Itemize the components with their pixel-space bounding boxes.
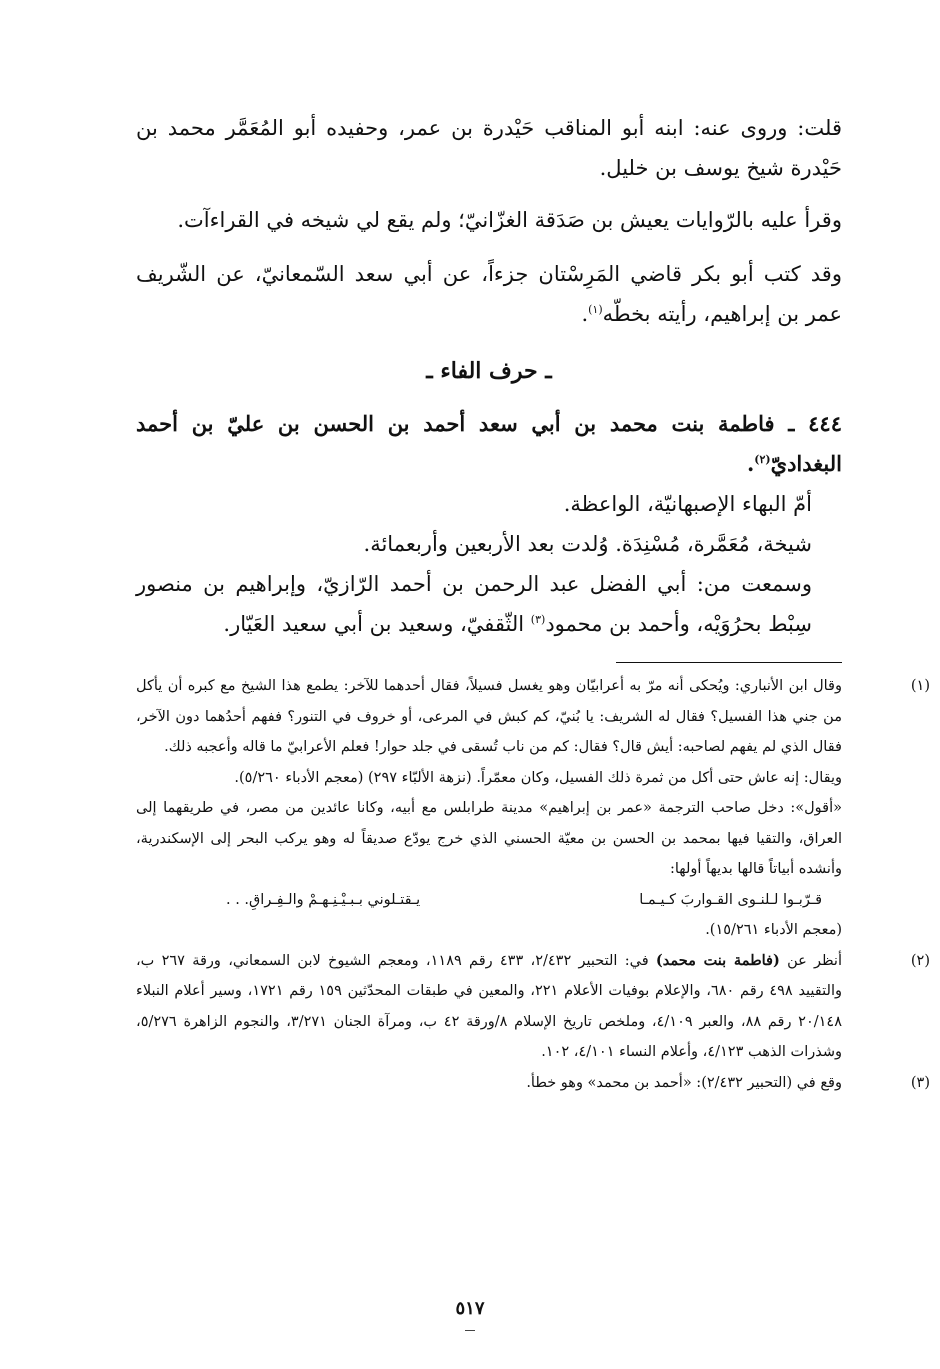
section-heading: ـ حرف الفاء ـ — [426, 358, 552, 384]
footnotes — [136, 671, 930, 1098]
verse-line — [136, 885, 842, 916]
footnote-body — [136, 671, 842, 946]
paragraph-2: وقرأ عليه بالرّوايات يعيش بن صَدَقة الغزّانيّ؛ ولم يقع لي شيخه في القراءآت. — [177, 208, 842, 232]
footnote-2-lead: أنظر عن — [779, 952, 842, 969]
entry-line-3-text: وسمعت من: أبي الفضل عبد الرحمن بن أحمد الرّازيّ، وإبراهيم بن منصور سِبْط بحرُوَيْه، وأحمد بن محمود — [136, 572, 812, 636]
verse-hemistich-1: قـرّبـوا لـلنـوى القـواربَ كـيـمـا — [639, 891, 822, 908]
footnote-2-text — [136, 946, 842, 1068]
footnote-number: (١) — [910, 678, 930, 694]
entry-title-end: . — [746, 451, 755, 476]
footnote-3 — [136, 1068, 930, 1099]
entry-title-text: ٤٤٤ ـ فاطمة بنت محمد بن أبي سعد أحمد بن الحسن بن عليّ بن أحمد البغداديّ — [136, 411, 842, 476]
paragraph-1: قلت: وروى عنه: ابنه أبو المناقب حَيْدرة بن عمر، وحفيده أبو المُعَمَّر محمد بن حَيْدرة شيخ يوسف بن خليل. — [136, 116, 842, 180]
entry-line-3 — [136, 564, 842, 644]
footnote-1-para-4: (معجم الأدباء ١٥/٢٦١). — [705, 922, 842, 938]
footnote-1 — [136, 671, 930, 946]
entry-title — [136, 404, 842, 484]
footnote-1-para-3: «أقول»: دخل صاحب الترجمة «عمر بن إبراهيم» مدينة طرابلس مع أبيه، وكانا عائدين من مصر، في طريقهما إلى العراق، والتقيا فيها بمحمد بن الحسن بن معيّة الحسني الذي خرج يودّع صديقاً له وهو يركب البحر إلى الإسكندرية، وأنشده أبياتاً قالها بديهاً أولها: — [136, 800, 842, 877]
verse-hemistich-2: يـقتـلوني بـبـيْـنِـهـمْ والـفِـراقِ. . . — [226, 891, 421, 908]
main-text — [136, 108, 842, 644]
entry-line-1: أمّ البهاء الإصبهانيّة، الواعظة. — [563, 492, 812, 516]
paragraph-3-text: وقد كتب أبو بكر قاضي المَرِسْتان جزءاً، عن أبي سعد السّمعانيّ، عن الشّريف عمر بن إبراهيم، رأيته بخطّه — [136, 262, 842, 326]
footnote-3-text: وقع في (التحبير ٢/٤٣٢): «أحمد بن محمد» وهو خطأ. — [526, 1074, 842, 1091]
page-number: ٥١٧ — [455, 1298, 485, 1319]
footnote-ref-2[interactable]: (٢) — [754, 453, 771, 466]
footnote-2-sources: في: التحبير ٢/٤٣٢، ٤٣٣ رقم ١١٨٩، ومعجم الشيوخ لابن السمعاني، ورقة ٢٦٧ ب، والتقييد ٤٩٨ رقم ٦٨٠، والإعلام بوفيات الأعلام ٢٢١، والمعين في طبقات المحدّثين ١٥٩ رقم ١٧٢١، وسير أعلام النبلاء ٢٠/١٤٨ رقم ٨٨، والعبر ٤/١٠٩، وملخص تاريخ الإسلام ٨/ورقة ٤٢ ب، ومرآة الجنان ٣/٢٧١، والنجوم الزاهرة ٥/٢٧٦، وشذرات الذهب ٤/١٢٣، وأعلام النساء ٤/١٠١، ١٠٢. — [136, 952, 842, 1060]
footnote-1-para-2: ويقال: إنه عاش حتى أكل من ثمرة ذلك الفسيل، وكان معمّراً. (نزهة الألبّاء ٢٩٧) (معجم الأدباء ٥/٢٦٠). — [234, 769, 842, 786]
footnote-body — [136, 946, 842, 1068]
paragraph-3 — [136, 254, 842, 334]
footnote-1-para-1: وقال ابن الأنباري: ويُحكى أنه مرّ به أعرابيّان وهو يغسل فسيلاً، فقال أحدهما للآخر: يطمع هذا الشيخ مع كبره أن يأكل من جني هذا الفسيل؟ فقال له الشريف: يا بُنيّ، كم كبش في المرعى، أو خروف في التنور؟ ففهم أحدُهما دون الآخر، فقال الذي لم يفهم لصاحبه: أيش قال؟ فقال: كم من ناب تُسقى في جلد حوار! فعلم الأعرابيّ ما قاله وأعجبه ذلك. — [136, 678, 842, 755]
footnote-2 — [136, 946, 930, 1068]
footnote-body — [136, 1068, 842, 1099]
footnote-separator — [616, 662, 842, 663]
footnote-ref-1[interactable]: (١) — [588, 303, 603, 316]
footnote-number: (٢) — [910, 952, 930, 969]
bottom-mark — [465, 1330, 475, 1331]
page-body — [136, 108, 930, 1098]
footnote-number: (٣) — [910, 1074, 930, 1091]
entry-line-2: شيخة، مُعَمَّرة، مُسْنِدَة. وُلدت بعد الأربعين وأربعمائة. — [363, 532, 812, 556]
entry-line-3-end: الثّقفيّ، وسعيد بن أبي سعيد العَيّار. — [223, 612, 531, 636]
footnote-2-subject: (فاطمة بنت محمد) — [655, 951, 780, 969]
footnote-ref-3[interactable]: (٣) — [530, 613, 546, 626]
paragraph-3-end: . — [581, 302, 589, 326]
